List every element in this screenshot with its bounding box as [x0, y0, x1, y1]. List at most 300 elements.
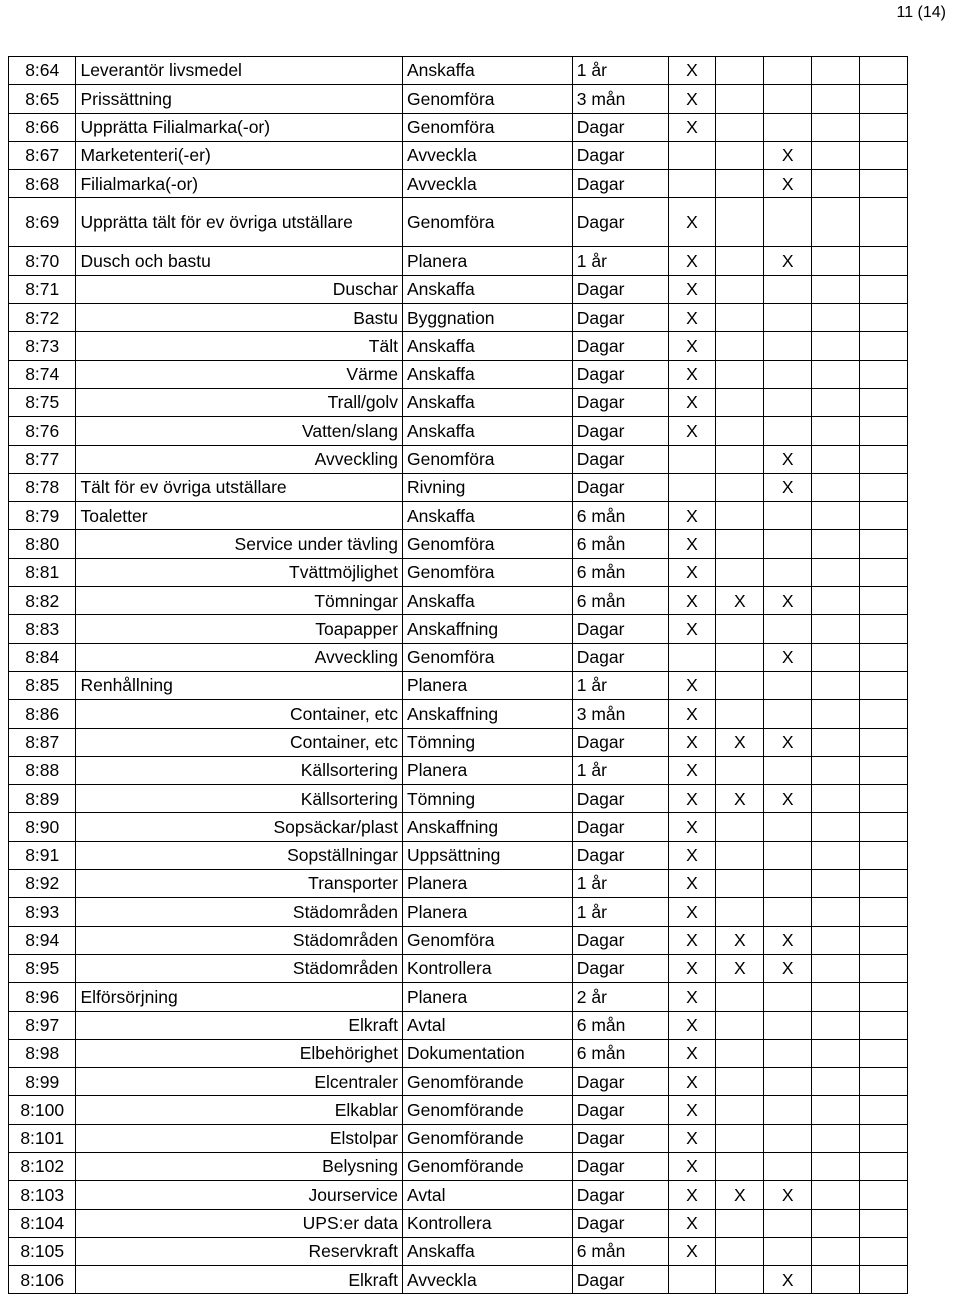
row-mark-3	[764, 558, 812, 586]
row-mark-2: X	[716, 785, 764, 813]
row-empty-cell	[812, 1152, 860, 1180]
row-mark-2	[716, 360, 764, 388]
row-empty-cell	[812, 247, 860, 275]
row-action: Planera	[402, 983, 572, 1011]
table-row	[9, 502, 908, 530]
row-empty-cell	[860, 1266, 908, 1294]
row-mark-1: X	[668, 275, 716, 303]
row-action: Avveckla	[402, 170, 572, 198]
row-mark-3	[764, 502, 812, 530]
row-empty-cell	[860, 247, 908, 275]
row-empty-cell	[860, 473, 908, 501]
row-mark-1: X	[668, 813, 716, 841]
row-description: Elstolpar	[76, 1124, 403, 1152]
table-row	[9, 756, 908, 784]
row-mark-1: X	[668, 304, 716, 332]
row-time: Dagar	[572, 1266, 668, 1294]
row-mark-3	[764, 1152, 812, 1180]
row-empty-cell	[812, 473, 860, 501]
row-time: Dagar	[572, 1152, 668, 1180]
row-mark-1	[668, 141, 716, 169]
row-action: Byggnation	[402, 304, 572, 332]
row-empty-cell	[860, 643, 908, 671]
row-empty-cell	[860, 1068, 908, 1096]
table-row	[9, 445, 908, 473]
row-number: 8:98	[9, 1039, 76, 1067]
table-row	[9, 615, 908, 643]
row-mark-1: X	[668, 671, 716, 699]
row-mark-2	[716, 332, 764, 360]
row-description: Elkraft	[76, 1266, 403, 1294]
row-time: 3 mån	[572, 700, 668, 728]
row-empty-cell	[860, 954, 908, 982]
row-mark-3: X	[764, 587, 812, 615]
row-empty-cell	[860, 417, 908, 445]
row-action: Kontrollera	[402, 954, 572, 982]
row-empty-cell	[812, 360, 860, 388]
row-description: Källsortering	[76, 785, 403, 813]
row-action: Anskaffa	[402, 275, 572, 303]
table-row	[9, 473, 908, 501]
row-mark-2	[716, 502, 764, 530]
row-description: Tvättmöjlighet	[76, 558, 403, 586]
row-description: UPS:er data	[76, 1209, 403, 1237]
row-description: Container, etc	[76, 700, 403, 728]
page-number: 11 (14)	[896, 4, 946, 21]
row-action: Genomföra	[402, 85, 572, 113]
row-number: 8:83	[9, 615, 76, 643]
row-number: 8:74	[9, 360, 76, 388]
row-action: Genomföra	[402, 445, 572, 473]
row-action: Genomföra	[402, 926, 572, 954]
row-time: 2 år	[572, 983, 668, 1011]
row-mark-3	[764, 983, 812, 1011]
row-time: Dagar	[572, 1096, 668, 1124]
row-action: Avveckla	[402, 141, 572, 169]
row-mark-1: X	[668, 1209, 716, 1237]
row-time: 6 mån	[572, 1039, 668, 1067]
row-mark-3	[764, 1096, 812, 1124]
row-empty-cell	[812, 1124, 860, 1152]
row-empty-cell	[812, 898, 860, 926]
row-empty-cell	[812, 113, 860, 141]
row-empty-cell	[812, 926, 860, 954]
row-empty-cell	[812, 558, 860, 586]
row-empty-cell	[812, 1011, 860, 1039]
table-row	[9, 983, 908, 1011]
row-action: Uppsättning	[402, 841, 572, 869]
row-mark-3	[764, 870, 812, 898]
row-action: Planera	[402, 247, 572, 275]
row-action: Anskaffa	[402, 360, 572, 388]
row-empty-cell	[860, 898, 908, 926]
row-empty-cell	[812, 813, 860, 841]
row-mark-1	[668, 170, 716, 198]
row-description: Elförsörjning	[76, 983, 403, 1011]
table-row	[9, 587, 908, 615]
row-time: Dagar	[572, 445, 668, 473]
row-mark-3	[764, 304, 812, 332]
table-row	[9, 558, 908, 586]
row-number: 8:84	[9, 643, 76, 671]
row-mark-3	[764, 756, 812, 784]
row-description: Tält	[76, 332, 403, 360]
row-empty-cell	[860, 1124, 908, 1152]
row-empty-cell	[812, 728, 860, 756]
row-mark-1: X	[668, 388, 716, 416]
row-mark-2	[716, 1096, 764, 1124]
row-action: Genomförande	[402, 1152, 572, 1180]
row-empty-cell	[860, 360, 908, 388]
row-mark-2	[716, 198, 764, 247]
row-mark-1	[668, 473, 716, 501]
row-action: Genomföra	[402, 558, 572, 586]
row-empty-cell	[812, 57, 860, 85]
row-number: 8:100	[9, 1096, 76, 1124]
row-description: Container, etc	[76, 728, 403, 756]
row-description: Transporter	[76, 870, 403, 898]
row-mark-1: X	[668, 728, 716, 756]
table-row	[9, 785, 908, 813]
row-mark-1	[668, 1266, 716, 1294]
row-empty-cell	[812, 700, 860, 728]
row-number: 8:106	[9, 1266, 76, 1294]
row-empty-cell	[812, 1068, 860, 1096]
row-mark-3: X	[764, 473, 812, 501]
row-time: Dagar	[572, 360, 668, 388]
row-mark-3	[764, 275, 812, 303]
row-empty-cell	[812, 417, 860, 445]
row-number: 8:103	[9, 1181, 76, 1209]
row-time: Dagar	[572, 643, 668, 671]
row-mark-2	[716, 1124, 764, 1152]
row-mark-1: X	[668, 700, 716, 728]
row-action: Planera	[402, 671, 572, 699]
row-time: Dagar	[572, 388, 668, 416]
row-empty-cell	[812, 502, 860, 530]
row-action: Anskaffa	[402, 417, 572, 445]
row-mark-1: X	[668, 587, 716, 615]
row-mark-3	[764, 841, 812, 869]
row-time: 1 år	[572, 57, 668, 85]
row-number: 8:99	[9, 1068, 76, 1096]
row-number: 8:96	[9, 983, 76, 1011]
row-number: 8:89	[9, 785, 76, 813]
row-number: 8:105	[9, 1237, 76, 1265]
row-mark-2	[716, 841, 764, 869]
row-mark-3: X	[764, 1181, 812, 1209]
row-empty-cell	[860, 275, 908, 303]
row-mark-3: X	[764, 141, 812, 169]
table-row	[9, 1237, 908, 1265]
row-empty-cell	[860, 1039, 908, 1067]
row-action: Genomföra	[402, 113, 572, 141]
table-row	[9, 275, 908, 303]
row-time: Dagar	[572, 728, 668, 756]
row-mark-3	[764, 1011, 812, 1039]
row-action: Avtal	[402, 1011, 572, 1039]
row-empty-cell	[860, 841, 908, 869]
row-mark-3	[764, 332, 812, 360]
row-empty-cell	[812, 1266, 860, 1294]
row-action: Planera	[402, 898, 572, 926]
row-empty-cell	[812, 954, 860, 982]
row-empty-cell	[860, 983, 908, 1011]
row-empty-cell	[812, 304, 860, 332]
row-number: 8:75	[9, 388, 76, 416]
row-mark-1: X	[668, 113, 716, 141]
row-action: Anskaffa	[402, 332, 572, 360]
table-row	[9, 57, 908, 85]
table-row	[9, 247, 908, 275]
row-empty-cell	[860, 141, 908, 169]
row-mark-1: X	[668, 898, 716, 926]
row-mark-3: X	[764, 785, 812, 813]
row-time: Dagar	[572, 1124, 668, 1152]
row-time: 1 år	[572, 756, 668, 784]
row-action: Anskaffa	[402, 502, 572, 530]
row-mark-1: X	[668, 870, 716, 898]
row-empty-cell	[812, 983, 860, 1011]
row-mark-3: X	[764, 954, 812, 982]
row-mark-2	[716, 530, 764, 558]
row-description: Avveckling	[76, 643, 403, 671]
row-time: 6 mån	[572, 530, 668, 558]
row-empty-cell	[812, 1039, 860, 1067]
row-empty-cell	[860, 558, 908, 586]
row-mark-2	[716, 700, 764, 728]
row-number: 8:104	[9, 1209, 76, 1237]
row-empty-cell	[812, 198, 860, 247]
table-row	[9, 1181, 908, 1209]
row-mark-1: X	[668, 1068, 716, 1096]
row-description: Marketenteri(-er)	[76, 141, 403, 169]
row-empty-cell	[860, 728, 908, 756]
row-action: Anskaffning	[402, 700, 572, 728]
row-mark-3	[764, 700, 812, 728]
row-action: Planera	[402, 870, 572, 898]
row-empty-cell	[860, 502, 908, 530]
row-time: Dagar	[572, 417, 668, 445]
row-mark-2	[716, 643, 764, 671]
row-mark-2	[716, 558, 764, 586]
row-mark-1	[668, 643, 716, 671]
row-action: Rivning	[402, 473, 572, 501]
row-action: Anskaffning	[402, 615, 572, 643]
row-empty-cell	[860, 870, 908, 898]
row-mark-3	[764, 57, 812, 85]
row-mark-2: X	[716, 587, 764, 615]
row-empty-cell	[860, 332, 908, 360]
row-time: Dagar	[572, 473, 668, 501]
row-empty-cell	[860, 615, 908, 643]
row-mark-2	[716, 388, 764, 416]
row-mark-2	[716, 1068, 764, 1096]
row-empty-cell	[812, 785, 860, 813]
row-action: Genomförande	[402, 1124, 572, 1152]
row-number: 8:101	[9, 1124, 76, 1152]
row-empty-cell	[812, 870, 860, 898]
row-mark-1: X	[668, 558, 716, 586]
table-row	[9, 198, 908, 247]
row-mark-3	[764, 388, 812, 416]
row-time: Dagar	[572, 1068, 668, 1096]
row-time: Dagar	[572, 841, 668, 869]
row-number: 8:93	[9, 898, 76, 926]
row-number: 8:69	[9, 198, 76, 247]
row-description: Bastu	[76, 304, 403, 332]
row-description: Elkraft	[76, 1011, 403, 1039]
table-row	[9, 643, 908, 671]
row-action: Anskaffa	[402, 57, 572, 85]
row-description: Tält för ev övriga utställare	[76, 473, 403, 501]
row-empty-cell	[812, 615, 860, 643]
row-mark-1: X	[668, 841, 716, 869]
row-mark-3: X	[764, 926, 812, 954]
row-empty-cell	[812, 1209, 860, 1237]
row-mark-2	[716, 813, 764, 841]
row-mark-2	[716, 671, 764, 699]
row-empty-cell	[812, 275, 860, 303]
row-mark-2	[716, 1011, 764, 1039]
row-number: 8:79	[9, 502, 76, 530]
row-mark-1: X	[668, 85, 716, 113]
row-mark-2: X	[716, 954, 764, 982]
row-description: Städområden	[76, 954, 403, 982]
row-mark-3	[764, 1209, 812, 1237]
row-mark-2	[716, 615, 764, 643]
row-description: Elbehörighet	[76, 1039, 403, 1067]
schedule-table	[8, 56, 908, 1294]
row-action: Genomförande	[402, 1068, 572, 1096]
row-empty-cell	[860, 926, 908, 954]
table-row	[9, 870, 908, 898]
row-time: Dagar	[572, 170, 668, 198]
row-empty-cell	[812, 841, 860, 869]
row-number: 8:76	[9, 417, 76, 445]
row-description: Reservkraft	[76, 1237, 403, 1265]
row-empty-cell	[860, 530, 908, 558]
row-time: Dagar	[572, 304, 668, 332]
row-mark-2	[716, 473, 764, 501]
row-empty-cell	[812, 141, 860, 169]
row-description: Trall/golv	[76, 388, 403, 416]
row-mark-2	[716, 898, 764, 926]
row-mark-1: X	[668, 530, 716, 558]
row-empty-cell	[860, 1209, 908, 1237]
row-mark-3	[764, 198, 812, 247]
row-number: 8:81	[9, 558, 76, 586]
row-number: 8:102	[9, 1152, 76, 1180]
table-row	[9, 1266, 908, 1294]
row-description: Elkablar	[76, 1096, 403, 1124]
row-mark-1: X	[668, 983, 716, 1011]
row-time: Dagar	[572, 332, 668, 360]
table-row	[9, 417, 908, 445]
row-action: Anskaffa	[402, 388, 572, 416]
row-number: 8:77	[9, 445, 76, 473]
row-mark-1: X	[668, 1152, 716, 1180]
row-time: Dagar	[572, 615, 668, 643]
row-description: Jourservice	[76, 1181, 403, 1209]
table-row	[9, 898, 908, 926]
row-action: Tömning	[402, 785, 572, 813]
row-mark-1: X	[668, 1096, 716, 1124]
row-mark-2	[716, 141, 764, 169]
row-number: 8:80	[9, 530, 76, 558]
row-empty-cell	[860, 587, 908, 615]
row-time: 6 mån	[572, 587, 668, 615]
row-description: Källsortering	[76, 756, 403, 784]
row-mark-1: X	[668, 332, 716, 360]
row-mark-2: X	[716, 728, 764, 756]
row-mark-3	[764, 898, 812, 926]
row-mark-2	[716, 113, 764, 141]
row-mark-2: X	[716, 926, 764, 954]
row-empty-cell	[860, 304, 908, 332]
table-row	[9, 700, 908, 728]
row-description: Toaletter	[76, 502, 403, 530]
row-mark-3	[764, 417, 812, 445]
row-action: Anskaffa	[402, 1237, 572, 1265]
table-row	[9, 1124, 908, 1152]
row-description: Elcentraler	[76, 1068, 403, 1096]
row-number: 8:85	[9, 671, 76, 699]
table-row	[9, 530, 908, 558]
row-empty-cell	[860, 1096, 908, 1124]
row-number: 8:72	[9, 304, 76, 332]
row-mark-2	[716, 1209, 764, 1237]
row-empty-cell	[812, 388, 860, 416]
table-row	[9, 813, 908, 841]
row-mark-1: X	[668, 1011, 716, 1039]
row-empty-cell	[812, 85, 860, 113]
row-empty-cell	[860, 671, 908, 699]
row-mark-2	[716, 1266, 764, 1294]
row-mark-3	[764, 1039, 812, 1067]
row-number: 8:65	[9, 85, 76, 113]
row-mark-2	[716, 756, 764, 784]
row-empty-cell	[860, 1181, 908, 1209]
table-row	[9, 1068, 908, 1096]
row-mark-1: X	[668, 198, 716, 247]
row-description: Filialmarka(-or)	[76, 170, 403, 198]
row-number: 8:64	[9, 57, 76, 85]
row-description: Leverantör livsmedel	[76, 57, 403, 85]
row-number: 8:86	[9, 700, 76, 728]
row-empty-cell	[812, 170, 860, 198]
table-row	[9, 360, 908, 388]
row-time: Dagar	[572, 1209, 668, 1237]
row-mark-2	[716, 1039, 764, 1067]
row-mark-2	[716, 170, 764, 198]
table-row	[9, 304, 908, 332]
row-empty-cell	[860, 57, 908, 85]
row-mark-1: X	[668, 360, 716, 388]
row-action: Planera	[402, 756, 572, 784]
row-mark-1: X	[668, 954, 716, 982]
row-mark-1: X	[668, 615, 716, 643]
row-action: Avtal	[402, 1181, 572, 1209]
row-empty-cell	[860, 1011, 908, 1039]
row-mark-3	[764, 360, 812, 388]
table-row	[9, 170, 908, 198]
table-row	[9, 841, 908, 869]
row-description: Städområden	[76, 898, 403, 926]
row-time: Dagar	[572, 785, 668, 813]
row-empty-cell	[812, 1096, 860, 1124]
row-action: Tömning	[402, 728, 572, 756]
